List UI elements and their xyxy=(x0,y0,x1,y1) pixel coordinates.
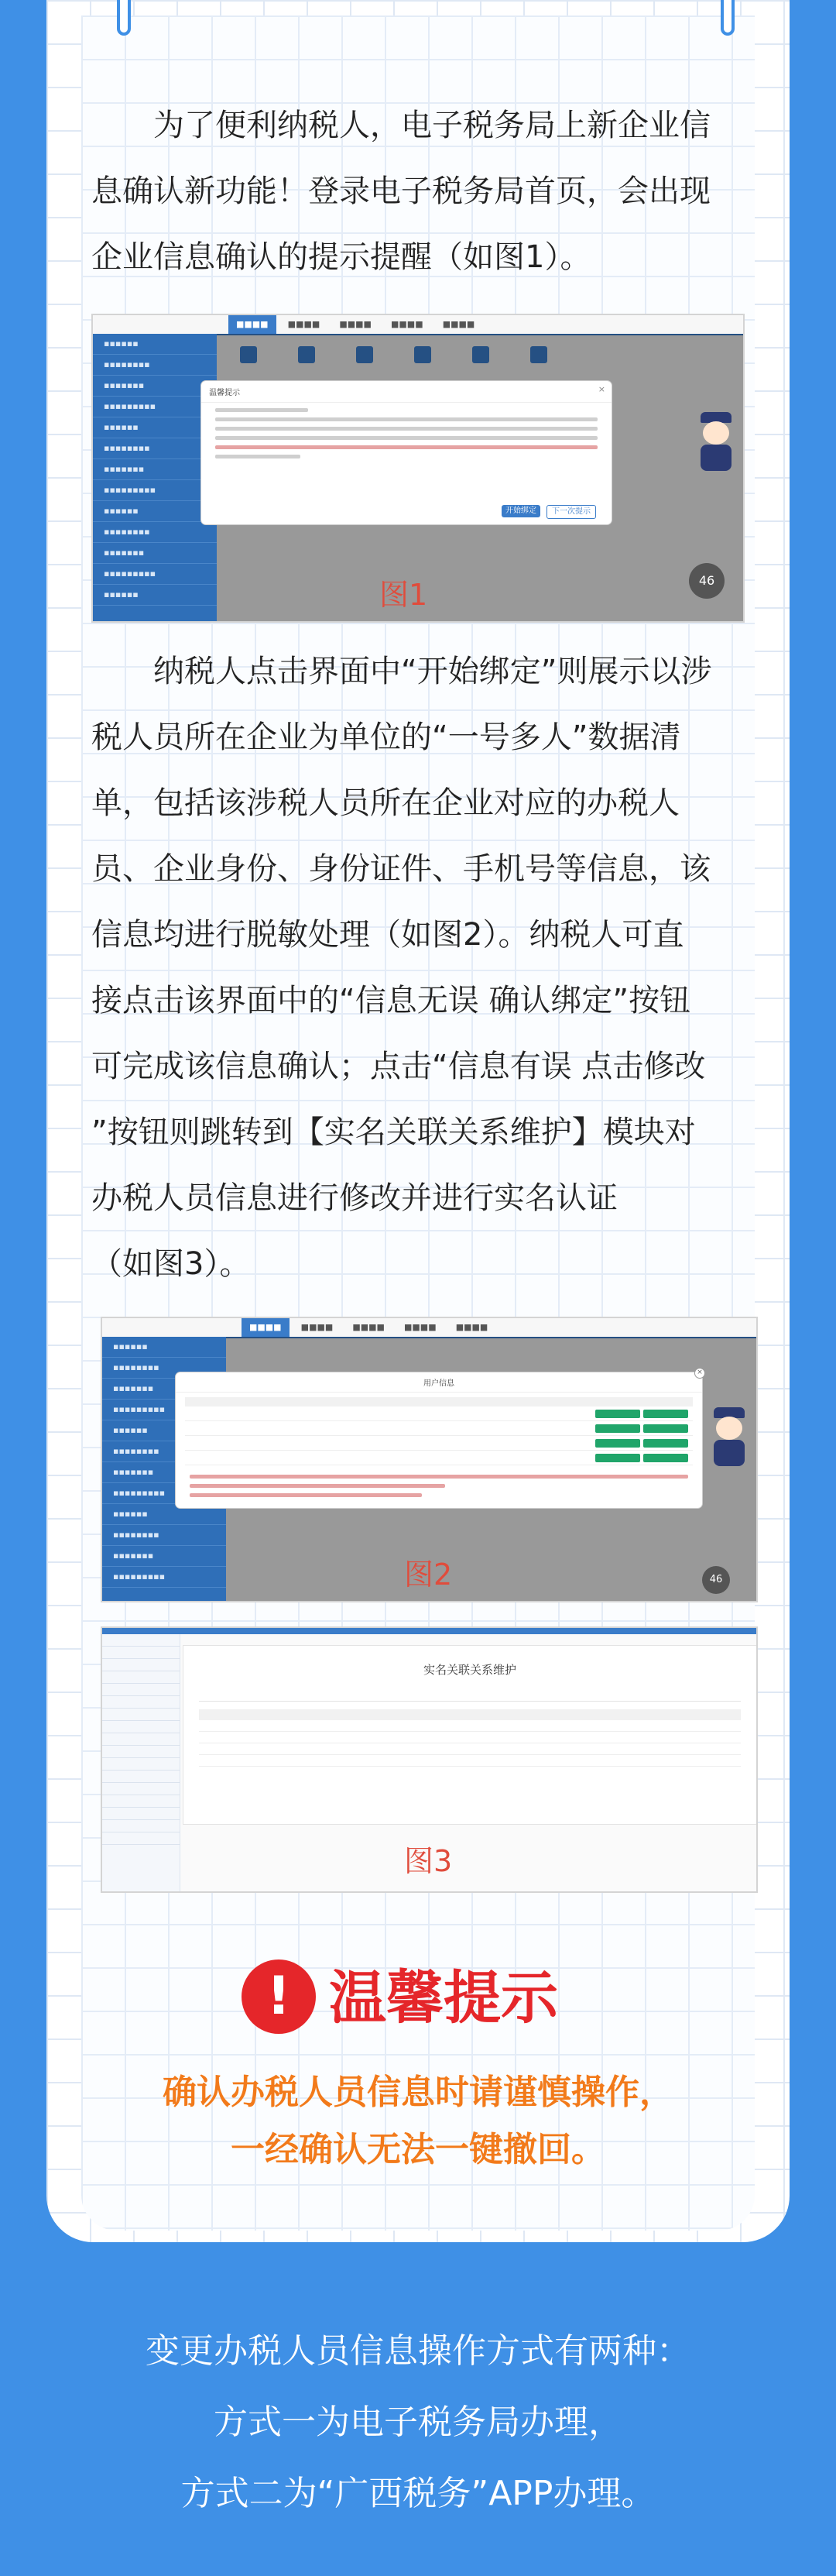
close-icon[interactable]: × xyxy=(598,384,605,394)
fig3-page-title: 实名关联关系维护 xyxy=(423,1663,516,1677)
text-line: 息确认新功能！登录电子税务局首页，会出现 xyxy=(91,173,711,209)
fig1-sidebar-row: ▪▪▪▪▪▪▪▪▪ xyxy=(93,480,217,501)
fig2-sidebar-row: ▪▪▪▪▪▪▪▪ xyxy=(102,1358,226,1379)
text-line: 税人员所在企业为单位的“一号多人”数据清 xyxy=(91,720,681,755)
fig2-sidebar-row: ▪▪▪▪▪▪▪▪ xyxy=(102,1525,226,1546)
fig2-sidebar-row: ▪▪▪▪▪▪▪ xyxy=(102,1462,226,1483)
fig2-tab: ■■■■ xyxy=(455,1322,488,1332)
fig3-table-header xyxy=(199,1709,741,1720)
fig3-main-panel xyxy=(183,1645,757,1825)
modal-text-line xyxy=(215,408,308,412)
fig1-sidebar-row: ▪▪▪▪▪▪▪▪ xyxy=(93,355,217,376)
text-line: 为了便利纳税人，电子税务局上新企业信 xyxy=(153,108,711,143)
figure-3-screenshot xyxy=(101,1626,758,1893)
text-line: 纳税人点击界面中“开始绑定”则展示以涉 xyxy=(153,654,712,689)
text-line: （如图3）。 xyxy=(91,1246,251,1282)
confirm-binding-button[interactable] xyxy=(595,1410,640,1418)
fig2-sidebar-row: ▪▪▪▪▪▪ xyxy=(102,1337,226,1358)
table-row xyxy=(199,1755,741,1767)
fig2-sidebar-row: ▪▪▪▪▪▪▪ xyxy=(102,1379,226,1400)
text-line: 接点击该界面中的“信息无误 确认绑定”按钮 xyxy=(91,983,691,1018)
notice-line: 确认办税人员信息时请谨慎操作， xyxy=(163,2073,673,2112)
fig2-modal-title: 用户信息 xyxy=(176,1372,702,1393)
fig2-modal xyxy=(176,1369,703,1508)
table-row xyxy=(185,1406,693,1421)
fig1-tab: ■■■■ xyxy=(339,319,372,329)
footer-line: 变更办税人员信息操作方式有两种： xyxy=(146,2331,690,2371)
process-paragraph xyxy=(91,639,766,1297)
figure-2-screenshot xyxy=(101,1317,758,1602)
modify-info-button[interactable] xyxy=(643,1454,688,1462)
modify-info-button[interactable] xyxy=(643,1424,688,1433)
fig2-topbar xyxy=(102,1318,756,1338)
fig1-sidebar-row: ▪▪▪▪▪▪▪▪ xyxy=(93,522,217,543)
fig1-sidebar xyxy=(93,334,217,621)
fig1-sidebar-row: ▪▪▪▪▪▪ xyxy=(93,585,217,606)
text-line: 员、企业身份、身份证件、手机号等信息，该 xyxy=(91,851,711,887)
confirm-binding-button[interactable] xyxy=(595,1454,640,1462)
fig2-tab: ■■■■ xyxy=(242,1318,290,1337)
fig1-sidebar-row: ▪▪▪▪▪▪▪ xyxy=(93,543,217,564)
table-row xyxy=(199,1743,741,1755)
binder-pin-right xyxy=(724,0,732,33)
fig1-tab: ■■■■ xyxy=(228,315,276,334)
modal-text-line xyxy=(215,427,598,431)
modal-text-line xyxy=(215,445,598,449)
modal-text-line xyxy=(215,455,300,459)
fig1-sidebar-row: ▪▪▪▪▪▪▪▪▪ xyxy=(93,397,217,417)
text-line: ”按钮则跳转到【实名关联关系维护】模块对 xyxy=(91,1115,696,1150)
modal-text-line xyxy=(190,1475,688,1479)
fig1-sidebar-row: ▪▪▪▪▪▪▪ xyxy=(93,376,217,397)
text-line: 单，包括该涉税人员所在企业对应的办税人 xyxy=(91,785,680,821)
table-row xyxy=(199,1720,741,1732)
fig1-sidebar-row: ▪▪▪▪▪▪ xyxy=(93,334,217,355)
modal-text-line xyxy=(215,436,598,440)
fig2-gauge-badge: 46 xyxy=(702,1566,730,1594)
fig2-tab: ■■■■ xyxy=(404,1322,437,1332)
text-line: 办税人员信息进行修改并进行实名认证 xyxy=(91,1180,618,1216)
fig1-sidebar-row: ▪▪▪▪▪▪▪ xyxy=(93,459,217,480)
figure-2-caption: 图2 xyxy=(404,1558,453,1592)
fig3-search-bar xyxy=(199,1688,741,1702)
notice-line: 一经确认无法一键撤回。 xyxy=(231,2130,605,2169)
fig1-tab: ■■■■ xyxy=(391,319,423,329)
fig3-header-bar xyxy=(102,1628,756,1634)
modify-info-button[interactable] xyxy=(643,1410,688,1418)
intro-paragraph xyxy=(91,93,766,290)
fig1-modal-title: 温馨提示 xyxy=(201,381,612,403)
fig1-topbar xyxy=(93,315,743,335)
fig1-sidebar-row: ▪▪▪▪▪▪ xyxy=(93,501,217,522)
table-row xyxy=(185,1436,693,1451)
assistant-avatar-icon xyxy=(693,412,745,482)
fig1-tab: ■■■■ xyxy=(442,319,475,329)
fig2-sidebar-row: ▪▪▪▪▪▪ xyxy=(102,1504,226,1525)
footer-line: 方式二为“广西税务”APP办理。 xyxy=(180,2474,656,2513)
fig2-sidebar-row: ▪▪▪▪▪▪▪▪▪ xyxy=(102,1400,226,1420)
close-icon[interactable]: × xyxy=(694,1368,705,1379)
remind-later-button[interactable]: 下一次提示 xyxy=(546,505,596,519)
confirm-binding-button[interactable] xyxy=(595,1439,640,1448)
figure-1-screenshot xyxy=(91,314,745,623)
modify-info-button[interactable] xyxy=(643,1439,688,1448)
fig2-tab: ■■■■ xyxy=(300,1322,334,1332)
binder-pin-left xyxy=(120,0,128,33)
fig2-sidebar-row: ▪▪▪▪▪▪▪▪ xyxy=(102,1441,226,1462)
text-line: 可完成该信息确认；点击“信息有误 点击修改 xyxy=(91,1049,706,1084)
footer-line: 方式一为电子税务局办理， xyxy=(214,2403,622,2442)
fig1-sidebar-row: ▪▪▪▪▪▪▪▪▪ xyxy=(93,564,217,585)
modal-text-line xyxy=(215,417,598,421)
table-row xyxy=(199,1732,741,1743)
table-row xyxy=(185,1421,693,1436)
text-line: 企业信息确认的提示提醒（如图1）。 xyxy=(91,239,591,275)
modal-text-line xyxy=(190,1493,422,1497)
text-line: 信息均进行脱敏处理（如图2）。纳税人可直 xyxy=(91,917,684,953)
start-binding-button[interactable]: 开始绑定 xyxy=(502,505,540,517)
figure-1-caption: 图1 xyxy=(379,578,428,612)
confirm-binding-button[interactable] xyxy=(595,1424,640,1433)
fig2-sidebar-row: ▪▪▪▪▪▪▪▪▪ xyxy=(102,1567,226,1588)
table-row xyxy=(185,1451,693,1465)
fig2-sidebar-row: ▪▪▪▪▪▪ xyxy=(102,1420,226,1441)
modal-text-line xyxy=(190,1484,445,1488)
notice-title: 温馨提示 xyxy=(329,1965,558,2032)
fig1-sidebar-row: ▪▪▪▪▪▪ xyxy=(93,417,217,438)
fig3-sidebar xyxy=(102,1634,180,1891)
fig1-tab: ■■■■ xyxy=(287,319,320,329)
fig1-gauge-badge: 46 xyxy=(689,563,725,599)
figure-3-caption: 图3 xyxy=(404,1844,453,1878)
fig2-sidebar-row: ▪▪▪▪▪▪▪▪▪ xyxy=(102,1483,226,1504)
fig1-modal xyxy=(201,381,612,524)
exclamation-icon: ! xyxy=(242,1959,316,2034)
fig1-sidebar-row: ▪▪▪▪▪▪▪▪ xyxy=(93,438,217,459)
fig2-tab: ■■■■ xyxy=(352,1322,385,1332)
fig2-table-header xyxy=(185,1397,693,1406)
assistant-avatar-icon xyxy=(706,1407,758,1477)
fig2-sidebar-row: ▪▪▪▪▪▪▪ xyxy=(102,1546,226,1567)
